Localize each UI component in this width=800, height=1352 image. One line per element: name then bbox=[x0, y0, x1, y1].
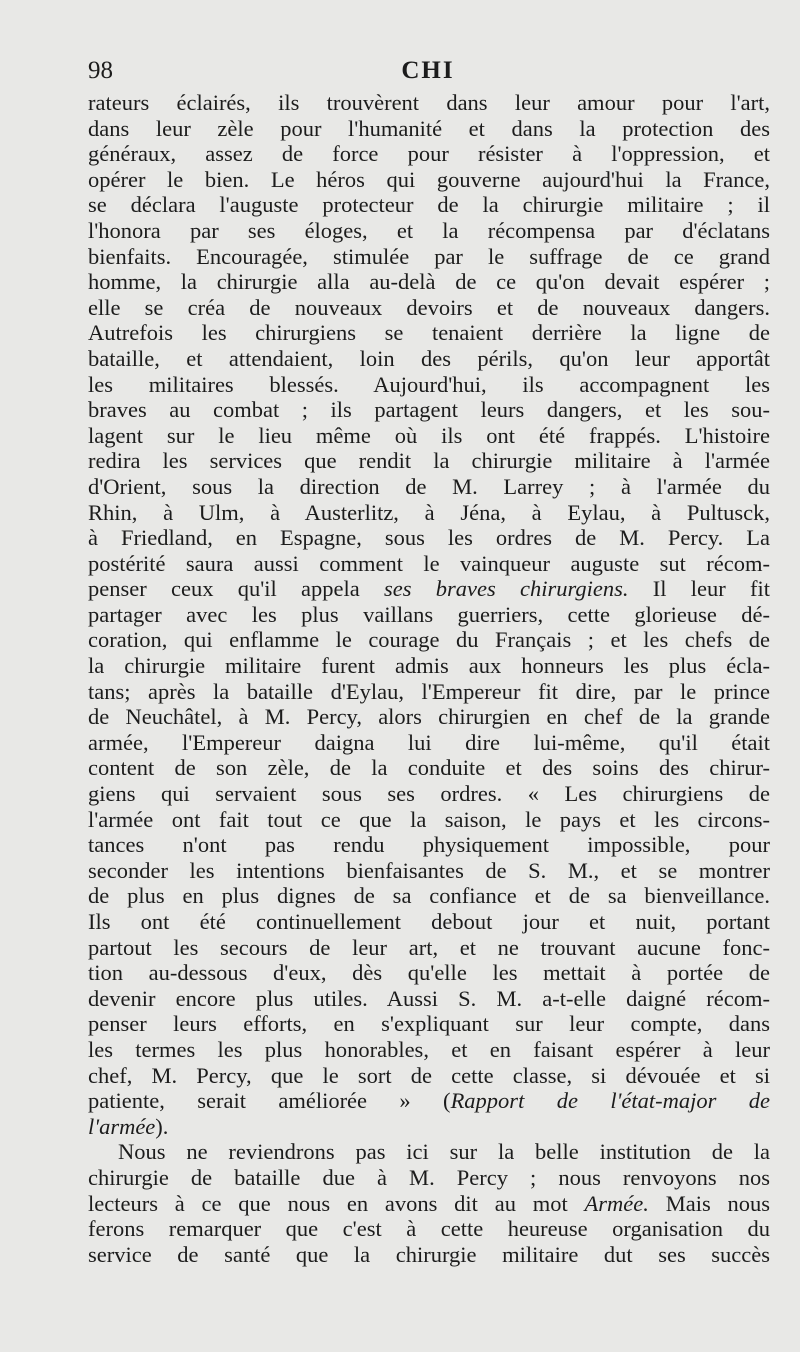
text-line: partout les secours de leur art, et ne trouvant aucune fonc- bbox=[88, 934, 770, 960]
text-line: à Friedland, en Espagne, sous les ordres de M. Percy. La bbox=[88, 525, 770, 551]
italic-phrase: ses braves chirurgiens. bbox=[383, 576, 629, 602]
text-line: lagent sur le lieu même où ils ont été frappés. L'histoire bbox=[88, 422, 770, 448]
text-line: bienfaits. Encouragée, stimulée par le suffrage de ce grand bbox=[88, 243, 770, 269]
text-line: devenir encore plus utiles. Aussi S. M. a-t-elle daigné récom- bbox=[88, 985, 770, 1011]
text-line: les militaires blessés. Aujourd'hui, ils accompagnent les bbox=[88, 371, 770, 397]
text-segment: ). bbox=[155, 1113, 169, 1139]
body-text bbox=[88, 90, 770, 1267]
text-line: l'honora par ses éloges, et la récompensa par d'éclatans bbox=[88, 217, 770, 243]
text-line: redira les services que rendit la chirurgie militaire à l'armée bbox=[88, 448, 770, 474]
text-segment: lecteurs à ce que nous en avons dit au mot bbox=[88, 1190, 585, 1216]
text-line: bataille, et attendaient, loin des périls, qu'on leur apportât bbox=[88, 345, 770, 371]
text-line: tances n'ont pas rendu physiquement impossible, pour bbox=[88, 832, 770, 858]
text-line: dans leur zèle pour l'humanité et dans la protection des bbox=[88, 115, 770, 141]
text-line: opérer le bien. Le héros qui gouverne aujourd'hui la France, bbox=[88, 166, 770, 192]
text-line: armée, l'Empereur daigna lui dire lui-même, qu'il était bbox=[88, 729, 770, 755]
text-line: de plus en plus dignes de sa confiance et de sa bienveillance. bbox=[88, 883, 770, 909]
text-line: d'Orient, sous la direction de M. Larrey ; à l'armée du bbox=[88, 473, 770, 499]
text-line: homme, la chirurgie alla au-delà de ce qu'on devait espérer ; bbox=[88, 269, 770, 295]
text-line: content de son zèle, de la conduite et des soins des chirur- bbox=[88, 755, 770, 781]
text-line: Autrefois les chirurgiens se tenaient derrière la ligne de bbox=[88, 320, 770, 346]
text-line: généraux, assez de force pour résister à l'oppression, et bbox=[88, 141, 770, 167]
text-line: tans; après la bataille d'Eylau, l'Empereur fit dire, par le prince bbox=[88, 678, 770, 704]
text-line: postérité saura aussi comment le vainqueur auguste sut récom- bbox=[88, 550, 770, 576]
text-line: braves au combat ; ils partagent leurs dangers, et les sou- bbox=[88, 397, 770, 423]
text-line: Rhin, à Ulm, à Austerlitz, à Jéna, à Eylau, à Pultusck, bbox=[88, 499, 770, 525]
text-line: la chirurgie militaire furent admis aux honneurs les plus éclа- bbox=[88, 653, 770, 679]
text-line: coration, qui enflamme le courage du Français ; et les chefs de bbox=[88, 627, 770, 653]
text-line: Nous ne reviendrons pas ici sur la belle institution de la bbox=[118, 1139, 770, 1165]
text-line: les termes les plus honorables, et en faisant espérer à leur bbox=[88, 1036, 770, 1062]
running-title: CHI bbox=[401, 57, 455, 84]
text-line: chef, M. Percy, que le sort de cette classe, si dévouée et si bbox=[88, 1062, 770, 1088]
page-number: 98 bbox=[88, 57, 113, 84]
italic-phrase: Armée. bbox=[584, 1190, 649, 1216]
text-line: elle se créa de nouveaux devoirs et de nouveaux dangers. bbox=[88, 294, 770, 320]
text-segment: penser ceux qu'il appela bbox=[88, 576, 384, 602]
text-line: ferons remarquer que c'est à cette heureuse organisation du bbox=[88, 1216, 770, 1242]
page-header bbox=[88, 56, 768, 90]
text-line: tion au-dessous d'eux, dès qu'elle les mettait à portée de bbox=[88, 960, 770, 986]
text-line bbox=[88, 1088, 770, 1114]
text-line: de Neuchâtel, à M. Percy, alors chirurgien en chef de la grande bbox=[88, 704, 770, 730]
text-line: service de santé que la chirurgie militaire dut ses succès bbox=[88, 1241, 770, 1267]
text-line: Ils ont été continuellement debout jour et nuit, portant bbox=[88, 909, 770, 934]
text-line: se déclara l'auguste protecteur de la chirurgie militaire ; il bbox=[88, 192, 770, 218]
text-line: chirurgie de bataille due à M. Percy ; nous renvoyons nos bbox=[88, 1164, 770, 1190]
text-line bbox=[88, 1191, 770, 1217]
italic-phrase: Rapport de l'état-major de bbox=[450, 1088, 770, 1114]
italic-phrase: l'armée bbox=[88, 1113, 156, 1139]
text-line: seconder les intentions bienfaisantes de S. M., et se montrer bbox=[88, 857, 770, 883]
text-line: giens qui servaient sous ses ordres. « Les chirurgiens de bbox=[88, 781, 770, 807]
text-segment: patiente, serait améliorée » ( bbox=[88, 1088, 451, 1114]
text-segment: Il leur fit bbox=[628, 576, 770, 602]
text-line: rateurs éclairés, ils trouvèrent dans leur amour pour l'art, bbox=[88, 90, 770, 115]
text-line: partager avec les plus vaillans guerriers, cette glorieuse dé- bbox=[88, 601, 770, 627]
text-line bbox=[88, 1114, 770, 1140]
text-line: l'armée ont fait tout ce que la saison, le pays et les circons- bbox=[88, 806, 770, 832]
text-line bbox=[88, 576, 770, 602]
text-line: penser leurs efforts, en s'expliquant sur leur compte, dans bbox=[88, 1011, 770, 1037]
text-segment: Mais nous bbox=[648, 1190, 770, 1216]
